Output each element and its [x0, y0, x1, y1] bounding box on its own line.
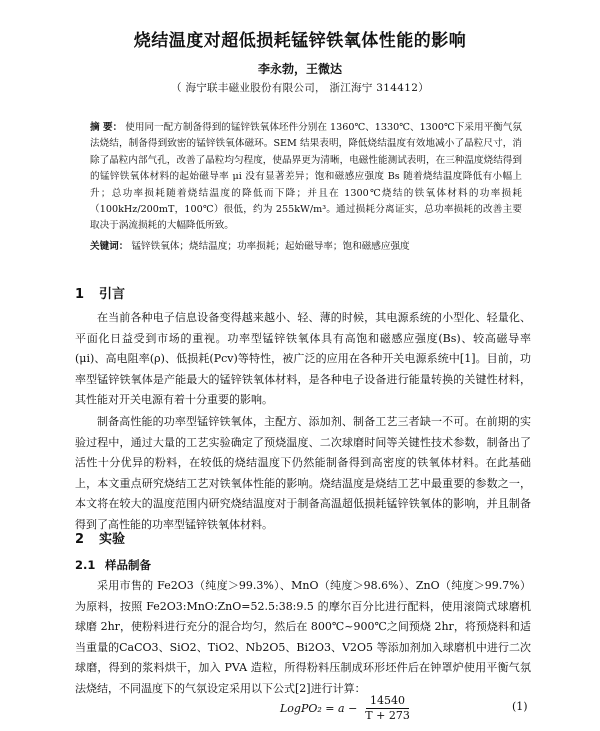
affiliation: （ 海宁联丰磁业股份有限公司， 浙江海宁 314412） — [171, 82, 429, 94]
equation-number: (1) — [512, 700, 528, 713]
intro-paragraph-1: 在当前各种电子信息设备变得越来越小、轻、薄的时候，其电源系统的小型化、轻量化、平面化日益受到市场的重视。功率型锰锌铁氧体具有高饱和磁感应强度(Bs)、较高磁导率(μi)、高电阻率(ρ)、低损耗(Pcv)等特性，被广泛的应用在各种开关电源系统中[1]。目前，功率型锰锌铁氧体是产能最大的锰锌铁氧体材料，是各种电子设备进行能量转换的关键性材料，其性能对开关电源有着十分重要的影响。 — [75, 311, 531, 407]
equation-fraction — [361, 694, 414, 723]
section-title: 引言 — [99, 287, 126, 302]
paper-title: 烧结温度对超低损耗锰锌铁氧体性能的影响 — [133, 31, 467, 51]
subsection-heading-sample-prep — [75, 557, 151, 573]
section-heading-introduction — [75, 283, 125, 302]
abstract — [90, 120, 522, 235]
equation-1 — [280, 694, 414, 723]
section-heading-experiment — [75, 528, 125, 547]
section-number: 1 — [75, 287, 85, 302]
equation-denominator: T + 273 — [365, 709, 410, 722]
sample-prep-paragraph: 采用市售的 Fe2O3（纯度＞99.3%）、MnO（纯度＞98.6%）、ZnO（纯度＞99.7%）为原料，按照 Fe2O3:MnO:ZnO=52.5:38:9.5 的摩尔百分比进行配料，使用滚筒式球磨机球磨 2hr，使粉料进行充分的混合均匀，然后在 800℃~900℃之间预烧 2hr，将预烧料和适当重量的CaCO3、SiO2、TiO2、Nb2O5、Bi2O3、V2O5 等添加剂加入球磨机中进行二次球磨，得到的浆料烘干，加入 PVA 造粒，所得粉料压制成环形坯件后在钟罩炉使用平衡气氛法烧结，不同温度下的气氛设定采用以下公式[2]进行计算： — [75, 579, 531, 695]
subsection-number: 2.1 — [75, 558, 96, 572]
keywords-label: 关键词： — [90, 241, 129, 252]
keywords-text: 锰锌铁氧体；烧结温度；功率损耗；起始磁导率；饱和磁感应强度 — [131, 241, 410, 252]
author-list: 李永勃，王微达 — [257, 62, 342, 76]
section-title: 实验 — [99, 532, 126, 547]
section-number: 2 — [75, 532, 85, 547]
equation-lhs: LogPO₂ = a − — [280, 702, 358, 715]
intro-paragraph-2: 制备高性能的功率型锰锌铁氧体，主配方、添加剂、制备工艺三者缺一不可。在前期的实验过程中，通过大量的工艺实验确定了预烧温度、二次球磨时间等关键性技术参数，制备出了活性十分优异的粉料，在较低的烧结温度下仍然能制备得到高密度的铁氧体材料。在此基础上，本文重点研究烧结工艺对铁氧体性能的影响。烧结温度是烧结工艺中最重要的参数之一，本文将在较大的温度范围内研究烧结温度对于制备高温超低损耗锰锌铁氧体的影响，并且制备得到了高性能的功率型锰锌铁氧体材料。 — [75, 415, 531, 531]
equation-numerator: 14540 — [366, 694, 409, 709]
keywords — [90, 238, 522, 252]
abstract-label: 摘 要： — [90, 122, 123, 133]
abstract-text: 使用同一配方制备得到的锰锌铁氧体坯件分别在 1360℃、1330℃、1300℃下采用平衡气氛法烧结，制备得到致密的锰锌铁氧体磁环。SEM 结果表明，降低烧结温度有效地减小了晶粒尺寸，消除了晶粒内部气孔，改善了晶粒均匀程度，使晶界更为清晰，电磁性能测试表明，在三种温度烧结得到的锰锌铁氧体材料的起始磁导率 μi 没有显著差异；饱和磁感应强度 Bs 随着烧结温度降低有小幅上升；总功率损耗随着烧结温度的降低而下降；并且在 1300℃烧结的铁氧体材料的功率损耗（100kHz/200mT，100℃）很低，约为 255kW/m³。通过损耗分离证实，总功率损耗的改善主要取决于涡流损耗的大幅降低所致。 — [90, 122, 522, 232]
subsection-title: 样品制备 — [105, 558, 151, 572]
